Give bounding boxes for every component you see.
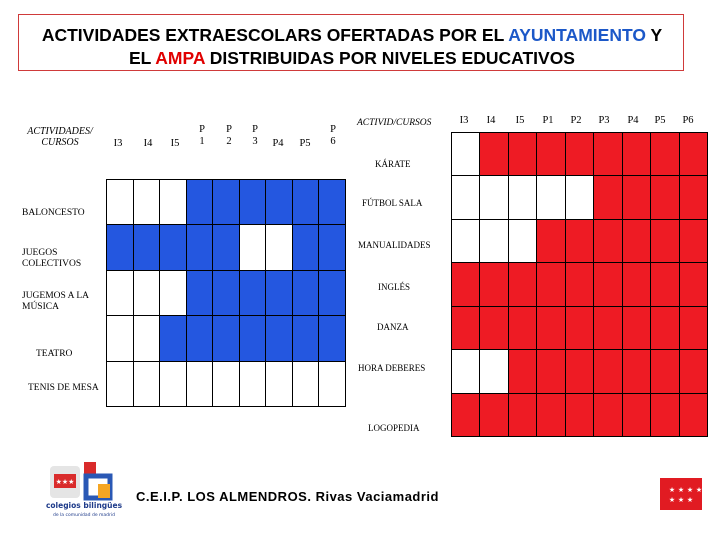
grid-cell-offered (537, 263, 565, 306)
grid-cell-offered (565, 393, 593, 436)
grid-cell-offered (186, 225, 213, 270)
grid-cell-offered (622, 306, 650, 349)
grid-cell-offered (508, 133, 536, 176)
left-column-header: P5 (299, 138, 311, 149)
grid-cell-offered (319, 225, 346, 270)
grid-cell-empty (107, 270, 134, 315)
grid-cell-offered (480, 263, 508, 306)
grid-cell-offered (622, 176, 650, 219)
left-activity-label: TEATRO (36, 349, 73, 359)
grid-cell-offered (622, 133, 650, 176)
grid-cell-empty (480, 176, 508, 219)
grid-cell-empty (537, 176, 565, 219)
grid-cell-offered (651, 176, 679, 219)
left-activity-label: JUGEMOS A LA MÚSICA (22, 291, 89, 312)
grid-row (107, 270, 346, 315)
grid-cell-offered (679, 350, 708, 393)
grid-cell-empty (107, 361, 134, 406)
right-column-header: P6 (682, 115, 694, 126)
left-column-header: P 3 (252, 124, 258, 147)
left-column-header: I4 (143, 138, 153, 149)
title-highlight-ayuntamiento: AYUNTAMIENTO (508, 25, 646, 45)
grid-cell-offered (292, 180, 319, 225)
grid-cell-offered (186, 316, 213, 361)
grid-cell-empty (239, 361, 266, 406)
grid-cell-empty (160, 361, 187, 406)
grid-row (452, 306, 708, 349)
grid-cell-empty (319, 361, 346, 406)
grid-cell-offered (622, 263, 650, 306)
right-activity-label: HORA DEBERES (358, 363, 426, 373)
title-text: EL (129, 48, 156, 68)
svg-text:colegios bilingües: colegios bilingües (45, 501, 123, 510)
grid-cell-offered (594, 263, 622, 306)
grid-cell-empty (107, 180, 134, 225)
colegios-bilingues-logo (36, 456, 132, 522)
grid-cell-empty (266, 361, 293, 406)
grid-cell-offered (679, 133, 708, 176)
grid-cell-empty (133, 361, 160, 406)
grid-cell-offered (622, 350, 650, 393)
grid-cell-offered (452, 393, 480, 436)
svg-text:★: ★ (677, 496, 685, 504)
grid-cell-offered (651, 263, 679, 306)
grid-cell-offered (594, 350, 622, 393)
grid-cell-offered (266, 270, 293, 315)
colegios-bilingues-icon (36, 456, 132, 522)
grid-cell-empty (452, 219, 480, 262)
grid-row (107, 361, 346, 406)
grid-cell-empty (508, 219, 536, 262)
left-header-label: ACTIVIDADES/ CURSOS (27, 126, 93, 148)
right-column-header: P1 (542, 115, 554, 126)
title-highlight-ampa: AMPA (155, 48, 205, 68)
left-activity-label: BALONCESTO (22, 208, 85, 218)
grid-row (452, 350, 708, 393)
grid-cell-offered (679, 393, 708, 436)
grid-cell-offered (452, 306, 480, 349)
grid-cell-offered (186, 180, 213, 225)
grid-cell-offered (594, 133, 622, 176)
right-column-header: P3 (598, 115, 610, 126)
grid-cell-offered (565, 219, 593, 262)
grid-cell-offered (565, 350, 593, 393)
grid-row (452, 219, 708, 262)
grid-cell-offered (266, 316, 293, 361)
grid-row (107, 225, 346, 270)
grid-cell-empty (160, 270, 187, 315)
grid-cell-offered (651, 219, 679, 262)
grid-cell-offered (213, 316, 240, 361)
grid-cell-offered (480, 393, 508, 436)
grid-cell-offered (213, 270, 240, 315)
grid-cell-offered (160, 225, 187, 270)
grid-cell-empty (160, 180, 187, 225)
grid-cell-offered (679, 219, 708, 262)
right-activity-label: FÚTBOL SALA (362, 198, 423, 208)
grid-cell-empty (213, 361, 240, 406)
grid-cell-offered (622, 219, 650, 262)
grid-cell-offered (508, 306, 536, 349)
grid-cell-offered (160, 316, 187, 361)
title-line-2 (19, 48, 685, 69)
grid-cell-empty (133, 180, 160, 225)
svg-text:★: ★ (686, 496, 694, 504)
madrid-flag-icon (660, 478, 702, 510)
grid-cell-offered (133, 225, 160, 270)
grid-cell-offered (186, 270, 213, 315)
grid-cell-offered (292, 270, 319, 315)
grid-cell-empty (186, 361, 213, 406)
svg-text:★: ★ (695, 486, 702, 494)
right-column-header: I3 (459, 115, 469, 126)
grid-cell-offered (452, 263, 480, 306)
grid-cell-offered (319, 316, 346, 361)
grid-cell-offered (565, 263, 593, 306)
grid-cell-offered (480, 133, 508, 176)
left-activity-label: JUEGOS COLECTIVOS (22, 248, 82, 269)
left-column-header: I3 (113, 138, 123, 149)
left-column-header: P 1 (199, 124, 205, 147)
grid-cell-offered (213, 225, 240, 270)
title-line-1 (19, 25, 685, 46)
right-activity-label: MANUALIDADES (358, 240, 431, 250)
grid-cell-offered (292, 316, 319, 361)
grid-cell-offered (679, 263, 708, 306)
grid-row (107, 180, 346, 225)
right-column-header: I5 (515, 115, 525, 126)
right-column-header: P5 (654, 115, 666, 126)
svg-text:★: ★ (668, 486, 676, 494)
right-activity-label: LOGOPEDIA (368, 423, 420, 433)
grid-cell-offered (651, 133, 679, 176)
svg-text:★: ★ (677, 486, 685, 494)
grid-cell-offered (239, 180, 266, 225)
left-column-header: P4 (272, 138, 284, 149)
grid-row (452, 393, 708, 436)
grid-cell-offered (679, 176, 708, 219)
right-column-header: P2 (570, 115, 582, 126)
svg-text:de la comunidad de madrid: de la comunidad de madrid (53, 513, 115, 518)
left-column-header: P 2 (226, 124, 232, 147)
left-activity-label: TENIS DE MESA (28, 383, 99, 393)
grid-cell-offered (565, 133, 593, 176)
grid-row (452, 133, 708, 176)
grid-cell-offered (537, 350, 565, 393)
grid-cell-offered (508, 350, 536, 393)
grid-cell-offered (565, 306, 593, 349)
grid-cell-offered (239, 316, 266, 361)
grid-cell-offered (107, 225, 134, 270)
title-box (18, 14, 684, 71)
grid-cell-empty (133, 270, 160, 315)
grid-cell-offered (266, 180, 293, 225)
svg-text:★: ★ (686, 486, 694, 494)
left-column-header: I5 (170, 138, 180, 149)
right-column-header: I4 (486, 115, 496, 126)
grid-cell-offered (480, 306, 508, 349)
grid-cell-offered (537, 393, 565, 436)
grid-cell-offered (622, 393, 650, 436)
grid-cell-empty (133, 316, 160, 361)
grid-cell-empty (266, 225, 293, 270)
grid-cell-offered (537, 133, 565, 176)
left-activity-grid (106, 179, 346, 407)
right-column-header: P4 (627, 115, 639, 126)
grid-cell-empty (107, 316, 134, 361)
school-name-footer: C.E.I.P. LOS ALMENDROS. Rivas Vaciamadrid (136, 489, 439, 504)
grid-cell-offered (651, 306, 679, 349)
grid-cell-empty (480, 350, 508, 393)
grid-cell-offered (679, 306, 708, 349)
grid-cell-offered (319, 270, 346, 315)
grid-cell-empty (565, 176, 593, 219)
grid-cell-empty (480, 219, 508, 262)
grid-row (107, 316, 346, 361)
grid-cell-offered (594, 393, 622, 436)
grid-cell-empty (452, 176, 480, 219)
left-column-header: P 6 (330, 124, 336, 147)
grid-cell-offered (292, 225, 319, 270)
grid-cell-offered (537, 306, 565, 349)
right-activity-grid (451, 132, 708, 437)
grid-cell-offered (508, 263, 536, 306)
right-activity-label: DANZA (377, 322, 409, 332)
right-header-label: ACTIVID/CURSOS (357, 118, 432, 128)
title-text: Y (645, 25, 663, 45)
svg-text:★★★: ★★★ (55, 478, 75, 486)
right-activity-label: KÁRATE (375, 159, 411, 169)
title-text: ACTIVIDADES EXTRAESCOLARS OFERTADAS POR EL (41, 25, 509, 45)
grid-cell-offered (508, 393, 536, 436)
grid-cell-offered (213, 180, 240, 225)
grid-cell-empty (292, 361, 319, 406)
grid-cell-offered (239, 270, 266, 315)
grid-cell-offered (651, 350, 679, 393)
grid-row (452, 263, 708, 306)
grid-cell-empty (452, 350, 480, 393)
grid-row (452, 176, 708, 219)
grid-cell-offered (594, 219, 622, 262)
comunidad-de-madrid-flag (660, 478, 702, 510)
grid-cell-offered (651, 393, 679, 436)
grid-cell-offered (594, 176, 622, 219)
svg-text:★: ★ (668, 496, 676, 504)
grid-cell-offered (594, 306, 622, 349)
grid-cell-offered (537, 219, 565, 262)
title-text: DISTRIBUIDAS POR NIVELES EDUCATIVOS (204, 48, 575, 68)
grid-cell-offered (319, 180, 346, 225)
grid-cell-empty (508, 176, 536, 219)
right-activity-label: INGLÉS (378, 282, 410, 292)
grid-cell-empty (239, 225, 266, 270)
grid-cell-empty (452, 133, 480, 176)
